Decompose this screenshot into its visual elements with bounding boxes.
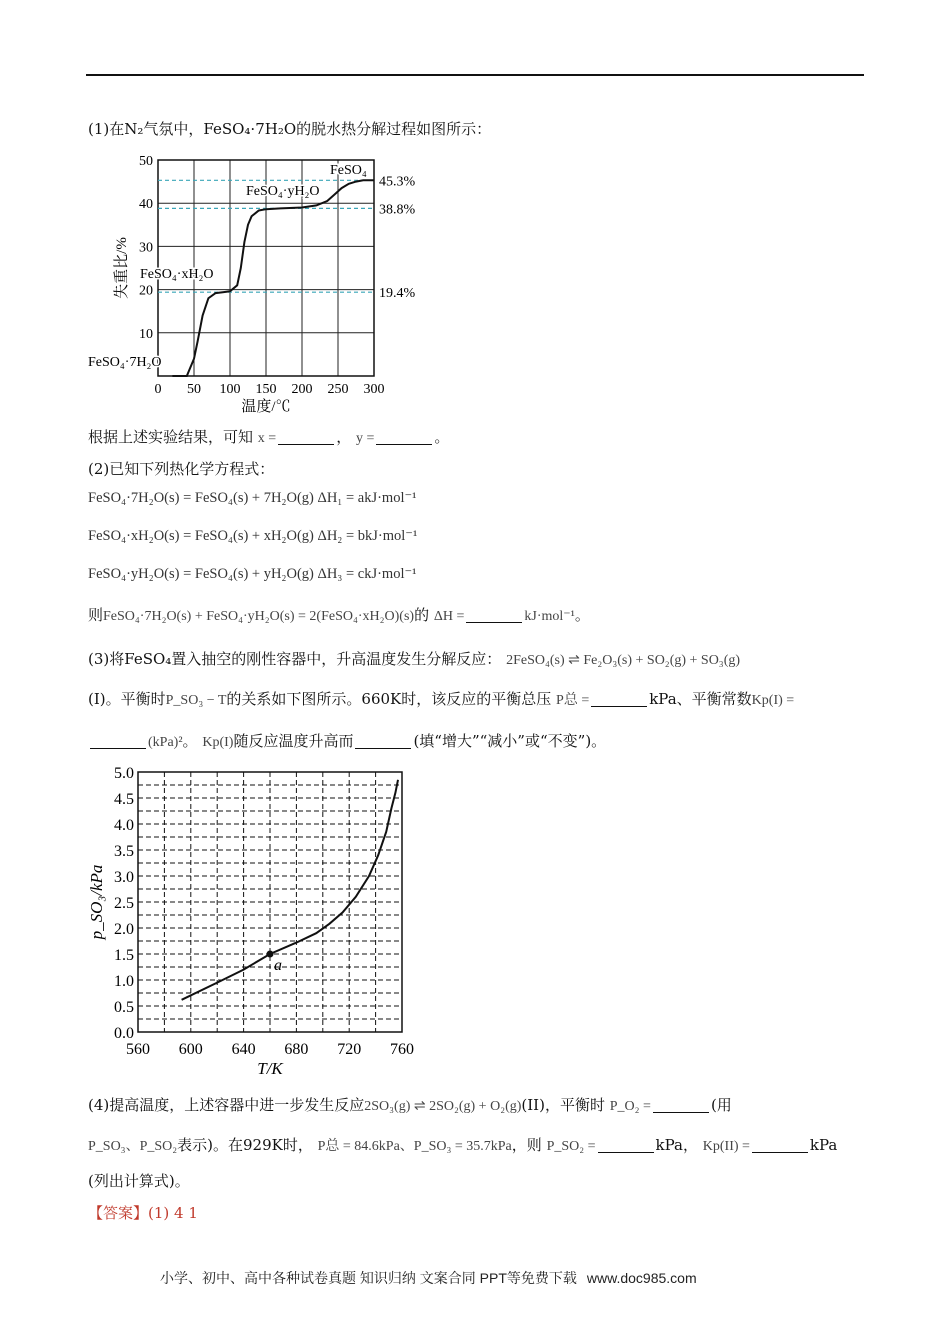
q3-line2: (I)。平衡时P_SO₃ − T的关系如下图所示。660K时，该反应的平衡总压 P总 = kPa、平衡常数Kp(I) = xyxy=(88,690,795,708)
footer xyxy=(160,1268,697,1288)
secondary-reaction: 2SO₃(g) ⇌ 2SO₂(g) + O₂(g) xyxy=(364,1099,522,1114)
decomposition-reaction: 2FeSO₄(s) ⇌ Fe₂O₃(s) + SO₂(g) + SO₃(g) xyxy=(506,653,741,668)
answer-label: 【答案】 xyxy=(88,1204,149,1222)
po2-blank[interactable] xyxy=(653,1096,709,1113)
equation-1: FeSO₄·7H₂O(s) = FeSO₄(s) + 7H₂O(g) ΔH₁ = akJ·mol⁻¹ xyxy=(88,490,417,506)
pso2-blank[interactable] xyxy=(598,1136,654,1153)
x-tick-label: 150 xyxy=(255,382,277,397)
q4-line3: (列出计算式)。 xyxy=(88,1172,190,1190)
x-tick-label: 100 xyxy=(219,382,241,397)
q3-line1: (3)将FeSO₄置入抽空的刚性容器中，升高温度发生分解反应： 2FeSO₄(s) ⇌ Fe₂O₃(s) + SO₂(g) + SO₃(g) xyxy=(88,650,741,668)
x-tick-label: 200 xyxy=(291,382,313,397)
y-blank[interactable] xyxy=(376,428,432,445)
kp1-blank[interactable] xyxy=(90,732,146,749)
equation-2: FeSO₄·xH₂O(s) = FeSO₄(s) + xH₂O(g) ΔH₂ = bkJ·mol⁻¹ xyxy=(88,528,418,544)
target-equation: FeSO₄·7H₂O(s) + FeSO₄·yH₂O(s) = 2(FeSO₄·xH₂O)(s) xyxy=(103,609,415,624)
answer xyxy=(88,1202,198,1224)
q4-line1: (4)提高温度，上述容器中进一步发生反应2SO₃(g) ⇌ 2SO₂(g) + O₂(g)(II)，平衡时 P_O₂ = (用 xyxy=(88,1096,732,1114)
x-tick-label: 720 xyxy=(337,1041,362,1058)
y-tick-label: 30 xyxy=(139,240,153,256)
y-tick-label: 40 xyxy=(139,197,153,213)
x-tick-label: 760 xyxy=(390,1041,414,1058)
y-label: y = xyxy=(355,431,375,446)
y-tick-label: 10 xyxy=(139,326,153,342)
reference-label: 38.8% xyxy=(379,202,416,218)
point-a-label: a xyxy=(274,957,282,974)
curve-annotation: FeSO₄·7H₂O xyxy=(88,355,162,370)
reference-label: 19.4% xyxy=(379,286,416,302)
p-total-blank[interactable] xyxy=(591,690,647,707)
x-axis-title: 温度/℃ xyxy=(241,399,291,415)
y-tick-label: 4.0 xyxy=(114,817,134,834)
curve-annotation: FeSO₄·yH₂O xyxy=(246,184,320,199)
q1-result: 根据上述实验结果，可知 x = ， y = 。 xyxy=(88,428,450,446)
y-tick-label: 1.0 xyxy=(114,973,134,990)
x-tick-label: 0 xyxy=(154,382,162,397)
reference-label: 45.3% xyxy=(379,174,416,190)
x-tick-label: 50 xyxy=(187,382,201,397)
answer-text: (1) 4 1 xyxy=(148,1204,198,1222)
y-tick-label: 3.0 xyxy=(114,869,134,886)
y-tick-label: 50 xyxy=(139,154,153,169)
y-axis-title: 失重比/% xyxy=(114,237,130,299)
y-tick-label: 20 xyxy=(139,283,153,299)
y-tick-label: 4.5 xyxy=(114,791,134,808)
q1-result-prefix: 根据上述实验结果，可知 xyxy=(88,428,254,446)
y-axis-title: p_SO₃/kPa xyxy=(87,864,106,940)
y-tick-label: 2.5 xyxy=(114,895,134,912)
x-tick-label: 680 xyxy=(284,1041,309,1058)
kp2-blank[interactable] xyxy=(752,1136,808,1153)
x-label: x = xyxy=(257,431,277,446)
y-tick-label: 2.0 xyxy=(114,921,134,938)
q2-intro: (2)已知下列热化学方程式： xyxy=(88,460,275,478)
y-tick-label: 0.5 xyxy=(114,999,134,1016)
curve-annotation: FeSO₄ xyxy=(330,163,367,178)
y-tick-label: 0.0 xyxy=(114,1025,134,1042)
curve-annotation: FeSO₄·xH₂O xyxy=(140,267,214,282)
x-tick-label: 560 xyxy=(126,1041,150,1058)
y-tick-label: 1.5 xyxy=(114,947,134,964)
footer-text: 小学、初中、高中各种试卷真题 知识归纳 文案合同 PPT等免费下载 xyxy=(160,1270,577,1286)
q4-line2: P_SO₃、P_SO₂表示)。在929K时， P总 = 84.6kPa、P_SO₃ = 35.7kPa，则 P_SO₂ = kPa， Kp(II) = kPa xyxy=(88,1136,838,1154)
equation-3: FeSO₄·yH₂O(s) = FeSO₄(s) + yH₂O(g) ΔH₃ = ckJ·mol⁻¹ xyxy=(88,566,417,582)
x-tick-label: 600 xyxy=(178,1041,203,1058)
dh-label: ΔH = xyxy=(433,609,465,624)
x-blank[interactable] xyxy=(278,428,334,445)
x-tick-label: 640 xyxy=(231,1041,256,1058)
y-tick-label: 5.0 xyxy=(114,765,134,782)
dh-blank[interactable] xyxy=(466,606,522,623)
x-axis-title: T/K xyxy=(257,1059,283,1078)
trend-blank[interactable] xyxy=(355,732,411,749)
q1-intro: (1)在N₂气氛中，FeSO₄·7H₂O的脱水热分解过程如图所示： xyxy=(88,120,492,138)
x-tick-label: 300 xyxy=(363,382,385,397)
q2-question: 则FeSO₄·7H₂O(s) + FeSO₄·yH₂O(s) = 2(FeSO₄·xH₂O)(s)的 ΔH = kJ·mol⁻¹。 xyxy=(88,606,590,624)
x-tick-label: 250 xyxy=(327,382,349,397)
y-tick-label: 3.5 xyxy=(114,843,134,860)
q3-line3: (kPa)²。 Kp(I)随反应温度升高而 (填“增大”“减小”或“不变”)。 xyxy=(88,730,606,754)
footer-site[interactable]: www.doc985.com xyxy=(586,1270,697,1286)
